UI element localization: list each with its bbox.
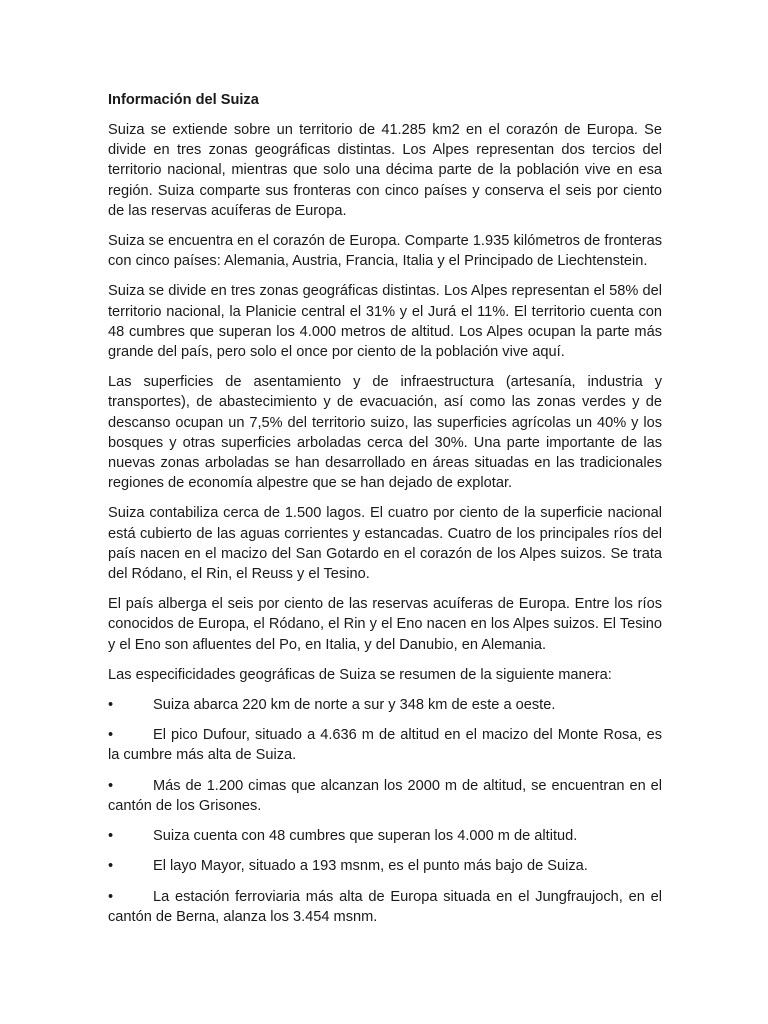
bullet-marker: • — [108, 858, 114, 875]
bullet-marker: • — [108, 727, 114, 744]
bullet-item — [108, 695, 662, 715]
paragraph-borders: Suiza se encuentra en el corazón de Europa. Comparte 1.935 kilómetros de fronteras con cinco países: Alemania, Austria, Francia, Italia y el Principado de Liechtenstein. — [108, 233, 662, 270]
bullet-item — [108, 856, 662, 876]
paragraph-water-reserves: El país alberga el seis por ciento de las reservas acuíferas de Europa. Entre los ríos conocidos de Europa, el Ródano, el Rin y el Eno nacen en los Alpes suizos. El Tesino y el Eno son afluentes del Po, en Italia, y del Danubio, en Alemania. — [108, 596, 662, 653]
bullet-item — [108, 725, 662, 765]
bullet-item — [108, 887, 662, 927]
paragraph-summary-intro: Las especificidades geográficas de Suiza se resumen de la siguiente manera: — [108, 666, 612, 683]
paragraph-territory: Suiza se extiende sobre un territorio de 41.285 km2 en el corazón de Europa. Se divide en tres zonas geográficas distintas. Los Alpes representan dos tercios del territorio nacional, mientras que solo una décima parte de la población vive en esa región. Suiza comparte sus fronteras con cinco países y conserva el seis por ciento de las reservas acuíferas de Europa. — [108, 122, 662, 219]
bullet-item — [108, 776, 662, 816]
document-page — [108, 90, 662, 937]
bullet-item — [108, 826, 662, 846]
bullet-text: El layo Mayor, situado a 193 msnm, es el punto más bajo de Suiza. — [153, 858, 588, 875]
bullet-text: El pico Dufour, situado a 4.636 m de altitud en el macizo del Monte Rosa, es la cumbre más alta de Suiza. — [108, 727, 662, 764]
bullet-marker: • — [108, 697, 114, 714]
bullet-text: La estación ferroviaria más alta de Europa situada en el Jungfraujoch, en el cantón de Berna, alanza los 3.454 msnm. — [108, 888, 662, 925]
paragraph-zones: Suiza se divide en tres zonas geográficas distintas. Los Alpes representan el 58% del territorio nacional, la Planicie central el 31% y el Jurá el 11%. El territorio cuenta con 48 cumbres que superan los 4.000 metros de altitud. Los Alpes ocupan la parte más grande del país, pero solo el once por ciento de la población vive aquí. — [108, 283, 662, 361]
paragraph-lakes: Suiza contabiliza cerca de 1.500 lagos. El cuatro por ciento de la superficie nacional está cubierto de las aguas corrientes y estancadas. Cuatro de los principales ríos del país nacen en el macizo del San Gotardo en el corazón de los Alpes suizos. Se trata del Ródano, el Rin, el Reuss y el Tesino. — [108, 505, 662, 583]
bullet-marker: • — [108, 777, 114, 794]
bullet-marker: • — [108, 888, 114, 905]
paragraph-land-use: Las superficies de asentamiento y de infraestructura (artesanía, industria y transportes), de abastecimiento y de evacuación, así como las zonas verdes y de descanso ocupan un 7,5% del territorio suizo, las superficies agrícolas un 40% y los bosques y otras superficies arboladas cerca del 30%. Una parte importante de las nuevas zonas arboladas se han desarrollado en áreas situadas en las tradicionales regiones de economía alpestre que se han dejado de explotar. — [108, 374, 662, 492]
bullet-text: Más de 1.200 cimas que alcanzan los 2000 m de altitud, se encuentran en el cantón de los Grisones. — [108, 777, 662, 814]
bullet-text: Suiza cuenta con 48 cumbres que superan los 4.000 m de altitud. — [153, 828, 578, 845]
bullet-marker: • — [108, 828, 114, 845]
bullet-text: Suiza abarca 220 km de norte a sur y 348 km de este a oeste. — [153, 697, 556, 714]
document-title: Información del Suiza — [108, 92, 259, 108]
